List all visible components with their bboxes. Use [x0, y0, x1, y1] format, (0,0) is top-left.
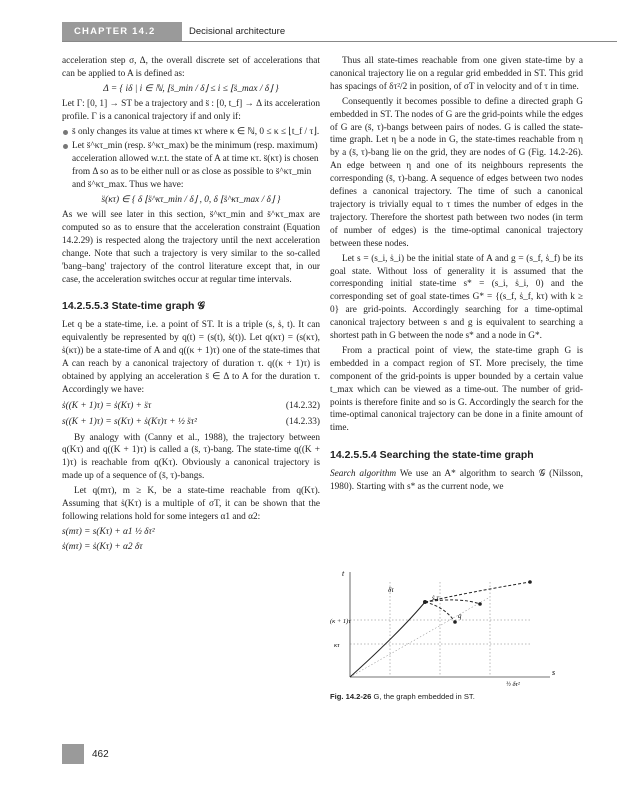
node: [478, 602, 482, 606]
paragraph: [330, 468, 583, 494]
equation: ṡ(mτ) = ṡ(Kτ) + α2 δτ: [62, 541, 143, 552]
equation-row: [62, 416, 320, 429]
state-time-graph-figure: [330, 562, 585, 687]
section-label: Decisional architecture: [189, 26, 286, 37]
page-number: 462: [92, 749, 109, 760]
equation-row: [62, 400, 320, 413]
label-dtau: δτ: [388, 586, 394, 594]
trajectory-curve: [350, 602, 425, 677]
left-column: [62, 55, 320, 556]
equation-number: (14.2.32): [285, 400, 320, 411]
node-eta: [423, 600, 427, 604]
equation-number: (14.2.33): [285, 416, 320, 427]
paragraph: As we will see later in this section, s̈^κτ_min and s̈^κτ_max are computed so as to ensure that the acceleration constraint (Equation 14.2.29) is respected along the trajectory until the next acceleration change. Note that such a trajectory is very similar to the so-called 'bang–bang' trajectory of the control literature except that, in our case, the acceleration switches occur at regular time intervals.: [62, 209, 320, 285]
node: [528, 580, 532, 584]
figure-caption: [330, 692, 475, 701]
page-number-tab: [62, 744, 84, 764]
equation: s̈(κτ) ∈ { δ ⌊s̈^κτ_min / δ⌋ , 0, δ ⌊s̈^κτ_max / δ⌋ }: [101, 195, 281, 206]
paragraph: Let s = (s_i, ṡ_i) be the initial state of A and g = (s_f, ṡ_f) be its goal state. Without loss of generality it is assumed that the corresponding initial state-time s* = (s_i, ṡ_i, 0) and the corresponding set of goal state-times G* = {(s_f, ṡ_f, kτ) with k ≥ 0} are grid-points. Accordingly searching for a time-optimal canonical trajectory between s and g is equivalent to searching a shortest path in G between the node s* and a node in G*.: [330, 253, 583, 342]
label-half: ½ δτ²: [506, 681, 520, 687]
node: [453, 620, 457, 624]
axis-label-s: s: [552, 668, 556, 677]
axis-label-t: t: [342, 569, 345, 578]
paragraph: By analogy with (Canny et al., 1988), the trajectory between q(Kτ) and q((K + 1)τ) is called a (s̈, τ)-bang. The state-time q((K + 1)τ) is reachable from q(Kτ). Obviously a canonical trajectory is made up of a sequence of (s̈, τ)-bangs.: [62, 432, 320, 482]
equation: s(mτ) = s(Kτ) + α1 ½ δτ²: [62, 526, 155, 537]
caption-text: G, the graph embedded in ST.: [371, 692, 475, 701]
page-header: [62, 22, 617, 42]
paragraph-text: We use an A* algorithm to search 𝒢 (Nilsson, 1980). Starting with s* as the current node, we: [330, 469, 583, 493]
bang-curve: [425, 602, 455, 622]
label-kt: κτ: [334, 642, 340, 649]
grid-line: [350, 597, 490, 677]
bullet-item: Let s̈^κτ_min (resp. s̈^κτ_max) be the minimum (resp. maximum) acceleration allowed w.r.t. the state of A at time κτ. s̈(κτ) is chosen from Δ so as to be either null or as close as possible to s̈^κτ_min and s̈^κτ_max. Thus we have:: [62, 140, 320, 192]
paragraph: From a practical point of view, the state-time graph G is embedded in a compact region of ST. More precisely, the time component of the grid-points is upper bounded by a certain value t_max which can be viewed as a time-out. The number of grid-points is therefore finite and so is G. Accordingly the search for the time-optimal canonical trajectory can be done in a finite amount of time.: [330, 345, 583, 434]
header-rule: [62, 41, 617, 42]
equation: ṡ((K + 1)τ) = ṡ(Kτ) + s̈τ: [62, 400, 152, 411]
equation: s((K + 1)τ) = s(Kτ) + ṡ(Kτ)τ + ½ s̈τ²: [62, 416, 197, 427]
bullet-item: s̈ only changes its value at times κτ where κ ∈ ℕ, 0 ≤ κ ≤ ⌊t_f / τ⌋.: [62, 126, 320, 139]
paragraph: Let Γ: [0, 1] → ST be a trajectory and s̈ : [0, t_f] → Δ its acceleration profile. Γ is a canonical trajectory if and only if:: [62, 98, 320, 122]
paragraph: Thus all state-times reachable from one given state-time by a canonical trajectory lie on a regular grid embedded in ST. This grid has spacings of δτ²/2 in position, of σT in velocity and of τ in time.: [330, 56, 583, 92]
bang-curve: [425, 582, 530, 602]
section-heading: 14.2.5.5.4 Searching the state-time graph: [330, 449, 534, 462]
chapter-label: CHAPTER 14.2: [74, 26, 156, 37]
label-sdot: ṡ,τ: [432, 594, 439, 602]
right-column: [330, 55, 583, 496]
paragraph: acceleration step σ, Δ, the overall discrete set of accelerations that can be applied to A is defined as:: [62, 56, 320, 79]
run-in-heading: Search algorithm: [330, 469, 397, 480]
figure-number: Fig. 14.2-26: [330, 692, 372, 701]
equation: Δ = { iδ | i ∈ ℕ, ⌊s̈_min / δ⌋ ≤ i ≤ ⌊s̈_max / δ⌋ }: [103, 83, 279, 94]
paragraph: Let q(mτ), m ≥ K, be a state-time reachable from q(Kτ). Assuming that ṡ(Kτ) is a multiple of σT, it can be shown that the following relations hold for some integers α1 and α2:: [62, 486, 320, 522]
section-heading: 14.2.5.5.3 State-time graph 𝒢: [62, 300, 205, 313]
paragraph: Let q be a state-time, i.e. a point of ST. It is a triple (s, ṡ, t). It can equivalently be represented by q(t) = (s(t), ṡ(t)). Let q(κτ) = (s(κτ), ṡ(κτ)) be a state-time of A and q((κ + 1)τ) one of the state-times that A can reach by a canonical trajectory of duration τ. q((κ + 1)τ) is obtained by applying an acceleration s̈ ∈ Δ to A for the duration τ. Accordingly we have:: [62, 320, 320, 395]
label-q: q: [458, 612, 462, 620]
paragraph: Consequently it becomes possible to define a directed graph G embedded in ST. The nodes of G are the grid-points while the edges of G are (s̈, τ)-bangs between pairs of nodes. G is called the state-time graph. Let η be a node in G, the state-times reachable from η by a (s̈, τ)-bang lie on the grid, they are nodes of G (Fig. 14.2-26). An edge between η and one of its neighbours represents the corresponding (s̈, τ)-bang. A sequence of edges between two nodes defines a canonical trajectory. The time of such a canonical trajectory is trivially equal to τ times the number of edges in the trajectory. Therefore the shortest path between two nodes (in term of number of edges) is the time-optimal canonical trajectory between these nodes.: [330, 96, 583, 249]
label-k1t: (κ + 1)τ: [330, 618, 351, 625]
